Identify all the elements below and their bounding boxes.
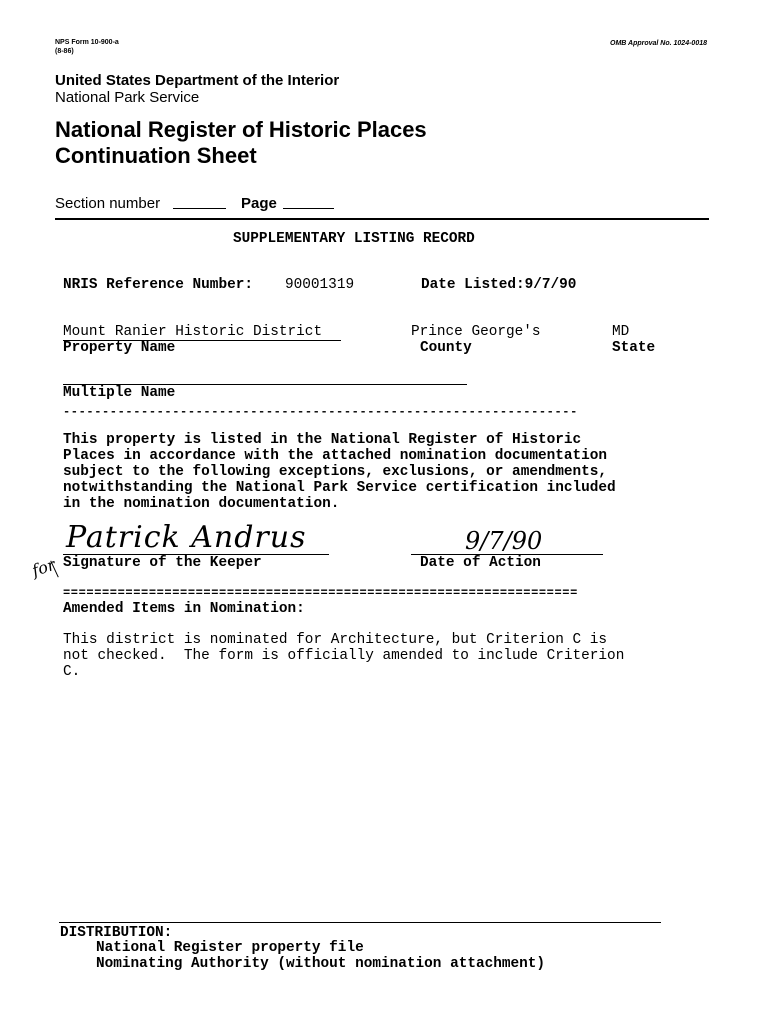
double-separator: ================================================================== — [63, 586, 578, 600]
page-subtitle: Continuation Sheet — [55, 143, 257, 168]
statement-line: in the nomination documentation. — [63, 496, 340, 512]
statement-line: Places in accordance with the attached nomination documentation — [63, 448, 608, 464]
statement-line: subject to the following exceptions, exclusions, or amendments, — [63, 464, 608, 480]
amended-line: This district is nominated for Architecture, but Criterion C is — [63, 632, 608, 648]
amended-heading: Amended Items in Nomination: — [63, 601, 305, 617]
department-name: United States Department of the Interior — [55, 72, 340, 89]
statement-line: This property is listed in the National Register of Historic — [63, 432, 582, 448]
service-name: National Park Service — [55, 89, 200, 106]
multiple-name-label: Multiple Name — [63, 385, 176, 401]
amended-text — [63, 632, 624, 680]
dashed-separator: ------------------------------------------------------------------ — [63, 405, 578, 419]
keeper-signature: Patrick Andrus — [66, 520, 307, 555]
form-number: NPS Form 10-900-a — [55, 39, 119, 46]
record-heading: SUPPLEMENTARY LISTING RECORD — [233, 231, 475, 247]
form-date: (8-86) — [55, 48, 74, 55]
omb-approval: OMB Approval No. 1024-0018 — [610, 40, 707, 47]
signature-initial: for — [29, 554, 58, 581]
statement-line: notwithstanding the National Park Service certification included — [63, 480, 616, 496]
property-name-label: Property Name — [63, 340, 176, 356]
distribution-heading: DISTRIBUTION: — [60, 925, 173, 941]
amended-line: not checked. The form is officially amended to include Criterion — [63, 648, 625, 664]
listing-statement — [63, 432, 616, 512]
state-value: MD — [612, 324, 630, 340]
section-number-label: Section number — [55, 195, 161, 212]
action-date-handwritten: 9/7/90 — [465, 527, 543, 555]
section-number-field — [173, 208, 226, 209]
nris-value: 90001319 — [285, 277, 355, 293]
property-name-value: Mount Ranier Historic District — [63, 324, 323, 340]
page-label: Page — [241, 195, 277, 212]
amended-line: C. — [63, 664, 81, 680]
signature-label: Signature of the Keeper — [63, 555, 262, 571]
header-rule — [55, 218, 709, 220]
nris-label: NRIS Reference Number: — [63, 277, 253, 293]
county-label: County — [420, 340, 472, 356]
state-label: State — [612, 340, 656, 356]
date-listed: Date Listed:9/7/90 — [421, 277, 577, 293]
distribution-item: Nominating Authority (without nomination attachment) — [96, 956, 546, 972]
county-value: Prince George's — [411, 324, 541, 340]
page-field — [283, 208, 334, 209]
page-title: National Register of Historic Places — [55, 117, 427, 142]
action-date-label: Date of Action — [420, 555, 541, 571]
distribution-item: National Register property file — [96, 940, 364, 956]
distribution-rule — [59, 922, 661, 923]
